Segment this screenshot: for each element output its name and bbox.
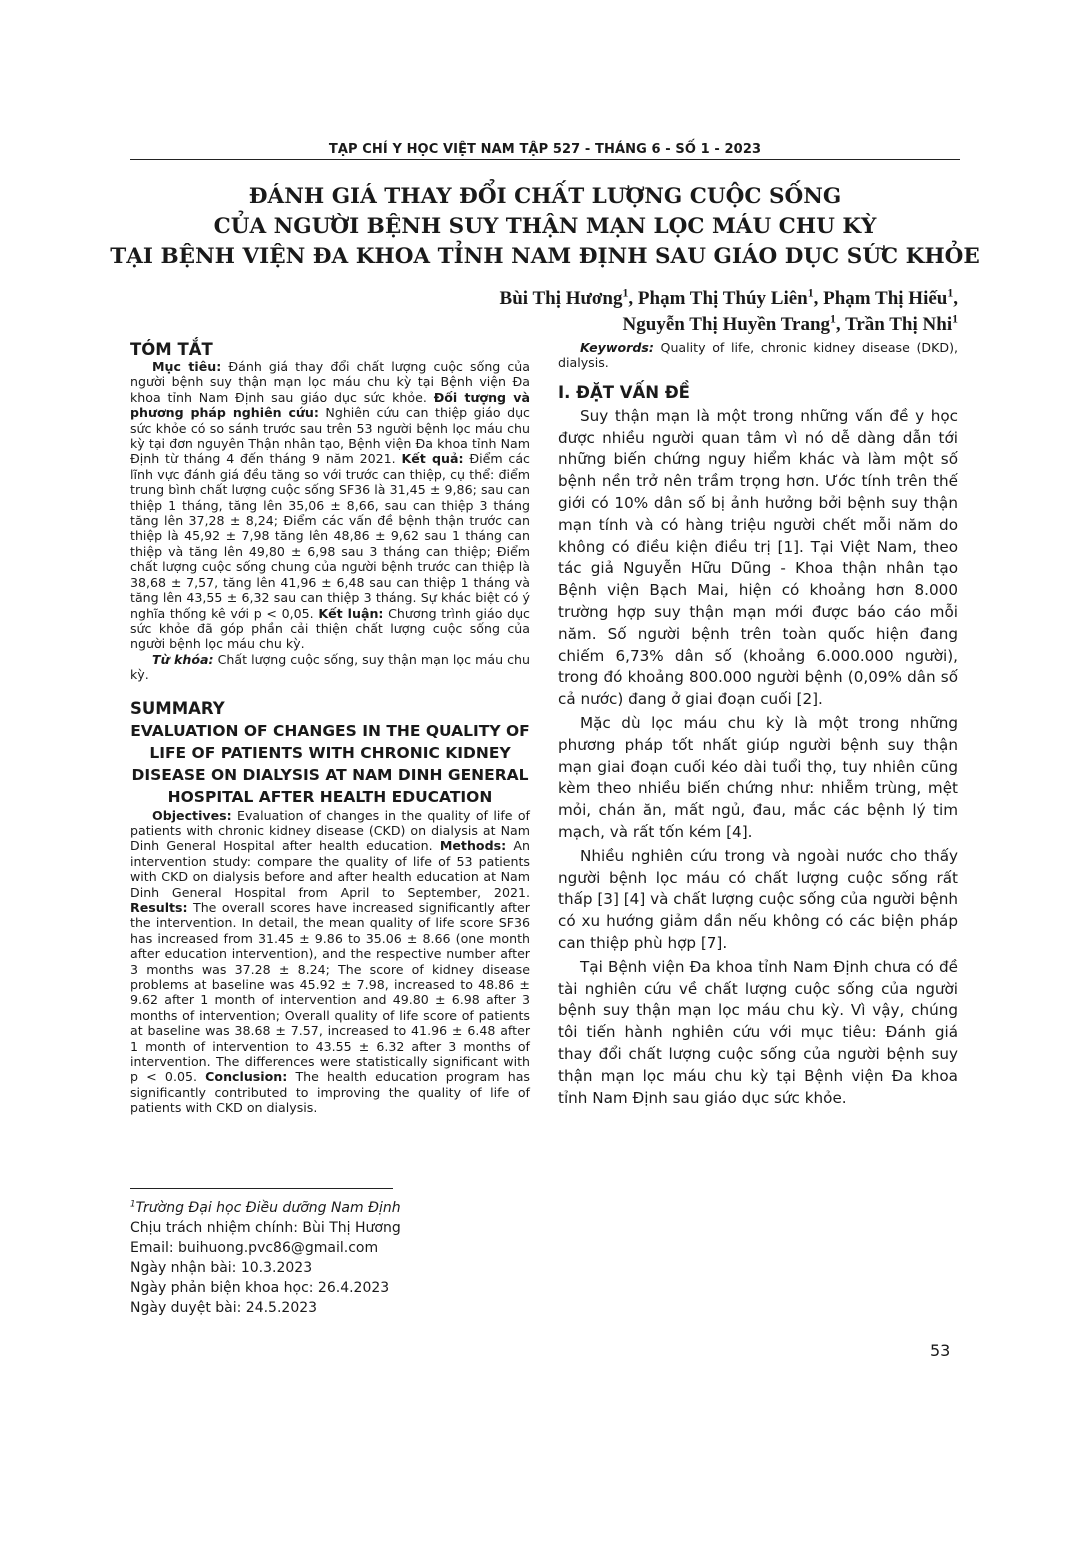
doi-tuong-label: Đối tượng và phương pháp nghiên cứu: xyxy=(130,389,531,421)
section-1-heading: I. ĐẶT VẤN ĐỀ xyxy=(558,382,690,402)
title-line-3: TẠI BỆNH VIỆN ĐA KHOA TỈNH NAM ĐỊNH SAU GIÁO DỤC SỨC KHỎE xyxy=(110,244,980,269)
author-line-1 xyxy=(500,286,958,312)
tu-khoa-text: Chất lượng cuộc sống, suy thận mạn lọc máu chu kỳ. xyxy=(130,651,530,683)
tom-tat-heading: TÓM TẮT xyxy=(130,340,213,359)
journal-header: TẠP CHÍ Y HỌC VIỆT NAM TẬP 527 - THÁNG 6 - SỐ 1 - 2023 xyxy=(328,142,762,157)
methods-label: Methods: xyxy=(439,838,507,854)
title-line-2: CỦA NGƯỜI BỆNH SUY THẬN MẠN LỌC MÁU CHU KỲ xyxy=(213,214,877,239)
conclusion-text: The health education program has significantly contributed to improving the quality of life of patients with CKD on dialysis. xyxy=(130,1069,530,1116)
methods-text: An intervention study: compare the quality of life of 53 patients with CKD on dialysis before and after health education at Nam Dinh General Hospital from April to September, 2021. xyxy=(130,838,530,900)
affiliation-mark: 1 xyxy=(830,312,836,326)
footnote-email: Email: buihuong.pvc86@gmail.com xyxy=(130,1240,379,1256)
author-name: Trần Thị Nhi xyxy=(845,314,953,335)
affiliation-mark: 1 xyxy=(952,312,958,326)
objectives-label: Objectives: xyxy=(152,807,232,823)
footnote-rule xyxy=(130,1188,393,1189)
muc-tieu-label: Mục tiêu: xyxy=(152,359,222,374)
keywords-label: Keywords: xyxy=(580,340,654,355)
author-list xyxy=(500,286,958,338)
keywords xyxy=(558,340,958,371)
right-column xyxy=(558,340,958,1109)
affiliation-mark: 1 xyxy=(947,286,954,300)
footnote-responsible: Chịu trách nhiệm chính: Bùi Thị Hương xyxy=(130,1220,401,1236)
section-1-paragraph: Suy thận mạn là một trong những vấn đề y học được nhiều người quan tâm vì nó dễ dàng dẫn tới những biến chứng nguy hiểm khác và làm một số bệnh nền trở nên trầm trọng hơn. Ước tính trên thế giới có 10% dân số bị ảnh hưởng bởi bệnh suy thận mạn tính và có hàng triệu người chết mỗi năm do không có điều kiện điều trị [1]. Tại Việt Nam, theo tác giả Nguyễn Hữu Dũng - Khoa thận nhân tạo Bệnh viện Bạch Mai, hiện có khoảng hơn 8.000 trường hợp suy thận mạn mới được báo cáo mỗi năm. Số người bệnh trên toàn quốc hiện đang chiếm 6,73% dân số (khoảng 6.000.000 người), trong đó khoảng 800.000 người bệnh (0,09% dân số cả nước) đang ở giai đoạn cuối [2]. xyxy=(558,406,958,709)
separator: , xyxy=(628,288,634,309)
keywords-text: Quality of life, chronic kidney disease (DKD), dialysis. xyxy=(558,340,958,371)
affiliation-mark: 1 xyxy=(130,1199,136,1210)
footnote-reviewed: Ngày phản biện khoa học: 26.4.2023 xyxy=(130,1280,390,1296)
title-line-1: ĐÁNH GIÁ THAY ĐỔI CHẤT LƯỢNG CUỘC SỐNG xyxy=(248,184,842,209)
summary-abstract xyxy=(130,808,530,1116)
doi-tuong-text: Nghiên cứu can thiệp giáo dục sức khỏe có so sánh trước sau trên 53 người bệnh lọc máu chu kỳ tại đơn nguyên Thận nhân tạo, Bệnh viện Đa khoa tỉnh Nam Định từ tháng 4 đến tháng 9 năm 2021. xyxy=(130,405,530,467)
article-title xyxy=(100,182,990,272)
results-text: The overall scores have increased significantly after the intervention. In detail, the mean quality of life score SF36 has increased from 31.45 ± 9.86 to 35.06 ± 8.66 (one month after education intervention), and the respective number after 3 months was 37.28 ± 8.24; The score of kidney disease problems at baseline was 45.92 ± 7.98, increased to 48.86 ± 9.62 after 1 month of intervention and 49.80 ± 6.98 after 3 months of intervention; Overall quality of life score of patients at baseline was 38.68 ± 7.57, increased to 41.96 ± 6.48 after 1 month of intervention to 43.55 ± 6.32 after 3 months of intervention. The differences were statistically significant with p < 0.05. xyxy=(130,899,530,1085)
ket-qua-label: Kết quả: xyxy=(401,451,464,467)
tom-tat-abstract xyxy=(130,359,530,652)
page-number: 53 xyxy=(930,1341,951,1360)
section-1-paragraph: Mặc dù lọc máu chu kỳ là một trong những phương pháp tốt nhất giúp người bệnh suy thận mạn giai đoạn cuối kéo dài tuổi thọ, tuy nhiên cũng kèm theo nhiều biến chứng như: nhiễm trùng, mệt mỏi, chán ăn, mất ngủ, đau, mắc các bệnh lý tim mạch, và rất tốn kém [4]. xyxy=(558,713,958,841)
affiliation-text: Trường Đại học Điều dưỡng Nam Định xyxy=(135,1200,401,1216)
section-1-paragraph: Nhiều nghiên cứu trong và ngoài nước cho thấy người bệnh lọc máu có chất lượng cuộc sống rất thấp [3] [4] và chất lượng cuộc sống của người bệnh có xu hướng giảm dần nếu không có các biện pháp can thiệp phù hợp [7]. xyxy=(558,846,958,952)
tu-khoa-label: Từ khóa: xyxy=(152,651,214,667)
results-label: Results: xyxy=(130,899,188,915)
footnote-accepted: Ngày duyệt bài: 24.5.2023 xyxy=(130,1300,318,1316)
left-column xyxy=(130,340,530,1116)
muc-tieu-text: Đánh giá thay đổi chất lượng cuộc sống của người bệnh suy thận mạn lọc máu chu kỳ tại Bệnh viện Đa khoa tỉnh Nam Định sau giáo dục sức khỏe. xyxy=(130,359,530,405)
separator: , xyxy=(813,288,819,309)
footnote-affiliation xyxy=(130,1198,530,1218)
objectives-text: Evaluation of changes in the quality of life of patients with chronic kidney disease (CKD) on dialysis at Nam Dinh General Hospital after health education. xyxy=(130,807,530,854)
affiliation-mark: 1 xyxy=(622,286,629,300)
author-name: Phạm Thị Thúy Liên xyxy=(637,288,808,309)
ket-luan-label: Kết luận: xyxy=(318,605,384,621)
section-1-paragraph: Tại Bệnh viện Đa khoa tỉnh Nam Định chưa có đề tài nghiên cứu về chất lượng cuộc sống của người bệnh suy thận mạn lọc máu chu kỳ. Vì vậy, chúng tôi tiến hành nghiên cứu với mục tiêu: Đánh giá thay đổi chất lượng cuộc sống của người bệnh suy thận mạn lọc máu chu kỳ tại Bệnh viện Đa khoa tỉnh Nam Định sau giáo dục sức khỏe. xyxy=(558,957,958,1107)
affiliation-mark: 1 xyxy=(807,286,814,300)
header-rule xyxy=(130,159,960,160)
author-name: Nguyễn Thị Huyền Trang xyxy=(622,314,831,335)
tu-khoa xyxy=(130,652,530,683)
summary-title: EVALUATION OF CHANGES IN THE QUALITY OF LIFE OF PATIENTS WITH CHRONIC KIDNEY DISEASE ON DIALYSIS AT NAM DINH GENERAL HOSPITAL AFTER HEALTH EDUCATION xyxy=(130,721,530,806)
author-name: Bùi Thị Hương xyxy=(499,288,623,309)
conclusion-label: Conclusion: xyxy=(205,1069,288,1085)
ket-luan-text: Chương trình giáo dục sức khỏe đã góp phần cải thiện chất lượng cuộc sống của người bệnh lọc máu chu kỳ. xyxy=(130,605,530,652)
author-line-2 xyxy=(500,312,958,338)
ket-qua-text: Điểm các lĩnh vực đánh giá đều tăng so với trước can thiệp, cụ thể: điểm trung bình chất lượng cuộc sống SF36 là 31,45 ± 9,86; sau can thiệp 1 tháng, tăng lên 35,06 ± 8,66, sau can thiệp 3 tháng tăng lên 37,28 ± 8,24; Điểm các vấn đề bệnh thận trước can thiệp là 45,92 ± 7,98 tăng lên 48,86 ± 9,62 sau 1 tháng can thiệp và tăng lên 49,80 ± 6,98 sau 3 tháng can thiệp; Điểm chất lượng cuộc sống chung của người bệnh trước can thiệp là 38,68 ± 7,57, tăng lên 41,96 ± 6,48 sau can thiệp 1 tháng và tăng lên 43,55 ± 6,32 sau can thiệp 3 tháng. Sự khác biệt có ý nghĩa thống kê với p < 0,05. xyxy=(130,451,530,621)
separator: , xyxy=(953,288,958,309)
footnotes xyxy=(130,1198,530,1318)
author-name: Phạm Thị Hiếu xyxy=(823,288,948,309)
separator: , xyxy=(835,314,841,335)
summary-heading: SUMMARY xyxy=(130,698,225,718)
footnote-received: Ngày nhận bài: 10.3.2023 xyxy=(130,1260,313,1276)
